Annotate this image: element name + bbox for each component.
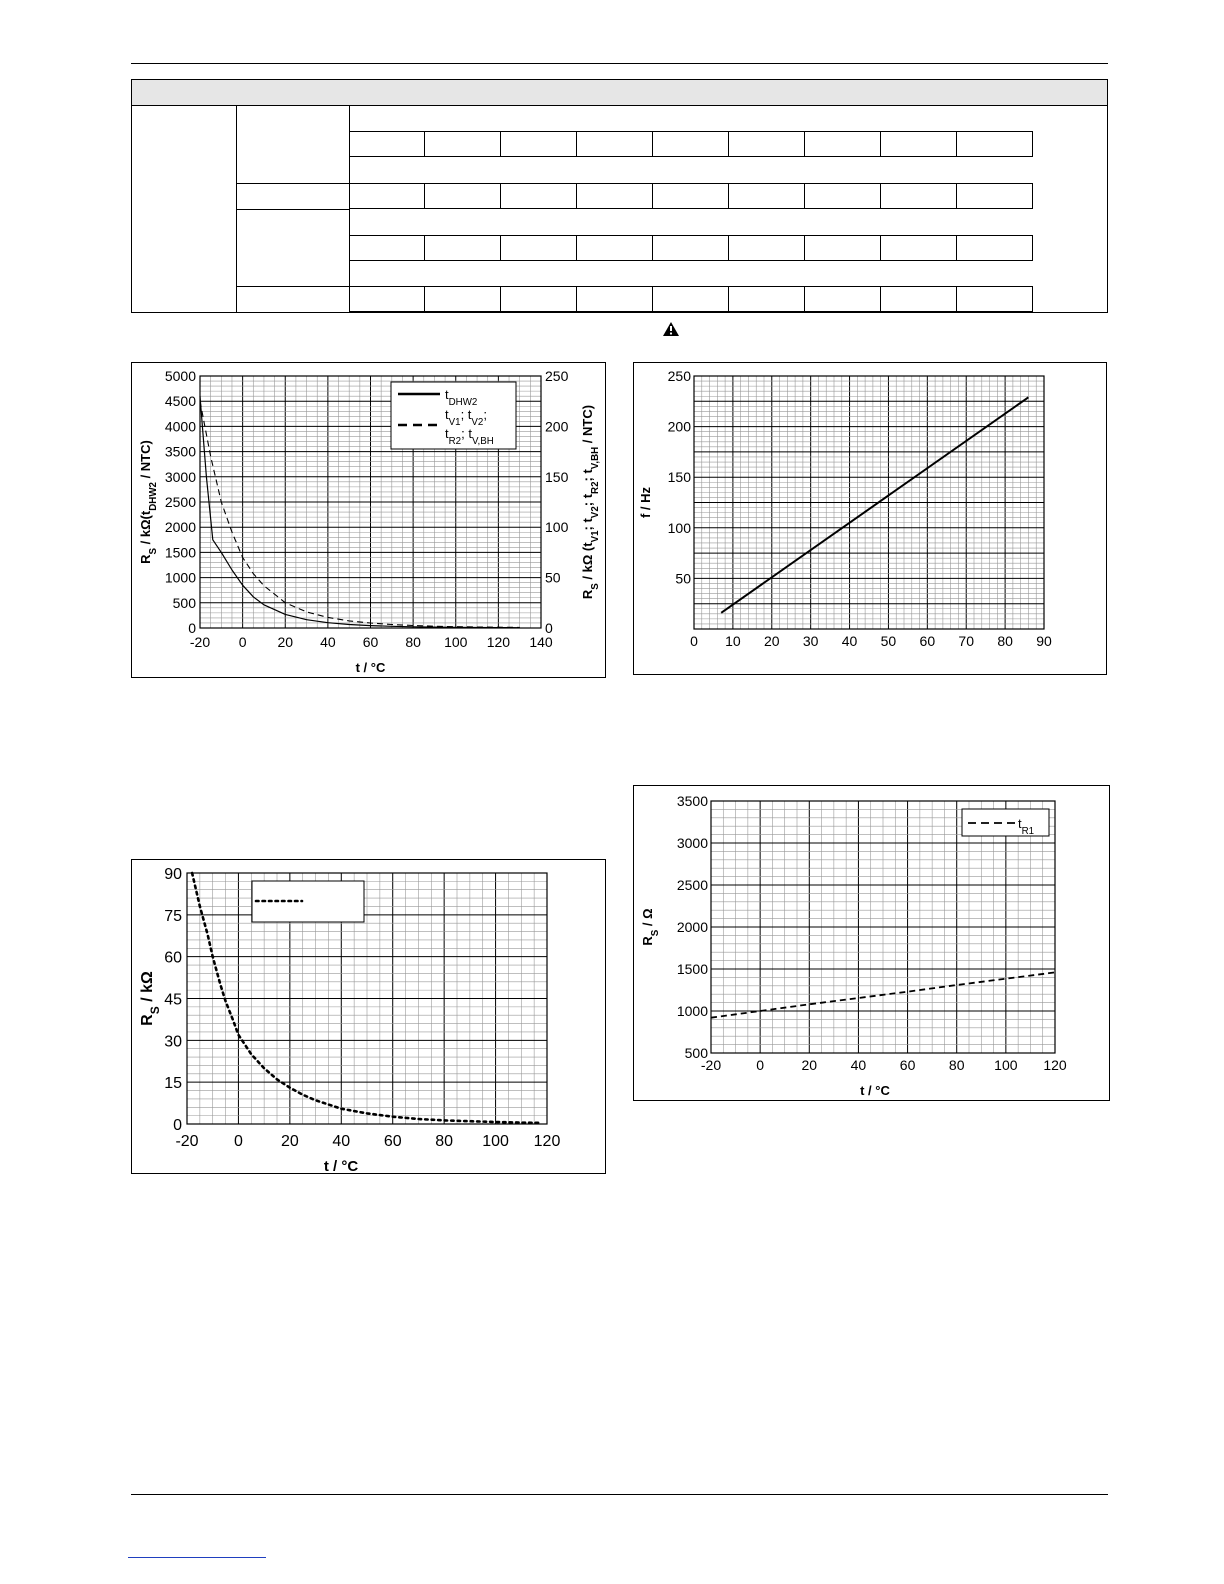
x-tick-label: 100 bbox=[444, 634, 468, 650]
y-tick-label-left: 3000 bbox=[164, 468, 196, 485]
x-tick-label: 70 bbox=[958, 633, 975, 649]
legend-label: $t_{V1}$; $t_{V2}$; bbox=[445, 407, 487, 428]
x-tick-label: -20 bbox=[189, 634, 211, 650]
y-axis-title: f / Hz bbox=[638, 486, 653, 519]
x-tick-label: 20 bbox=[763, 633, 780, 649]
x-axis-title: t / °C bbox=[355, 660, 386, 675]
x-tick-label: 0 bbox=[756, 1057, 765, 1073]
x-tick-label: 0 bbox=[233, 1133, 243, 1150]
x-tick-label: 20 bbox=[280, 1133, 299, 1150]
chart-ntc-resistance-dhw bbox=[131, 362, 606, 678]
chart3-svg bbox=[132, 860, 607, 1175]
y-tick-label-left: 0 bbox=[188, 620, 196, 636]
y-tick-label: 75 bbox=[164, 907, 182, 925]
y-tick-label-left: 3500 bbox=[164, 443, 196, 460]
x-tick-label: 20 bbox=[801, 1057, 818, 1073]
y-tick-label-right: 250 bbox=[545, 368, 569, 384]
y-tick-label: 150 bbox=[667, 469, 691, 486]
x-axis-title: t / °C bbox=[860, 1083, 890, 1098]
x-tick-label: 140 bbox=[529, 634, 553, 650]
y-axis-title-left: $R_S / k\Omega(t_{DHW2} / NTC)$ bbox=[138, 440, 159, 564]
x-tick-label: 120 bbox=[486, 634, 511, 650]
x-tick-label: 0 bbox=[690, 633, 698, 649]
spec-table bbox=[131, 79, 1108, 313]
y-tick-label: 60 bbox=[164, 949, 182, 967]
y-tick-label-right: 200 bbox=[545, 418, 569, 435]
chart2-svg bbox=[634, 363, 1108, 676]
y-tick-label-left: 4000 bbox=[164, 418, 196, 435]
x-tick-label: 60 bbox=[899, 1057, 916, 1073]
y-tick-label-left: 1500 bbox=[164, 544, 196, 561]
y-tick-label-left: 500 bbox=[172, 594, 196, 611]
x-tick-label: 40 bbox=[850, 1057, 867, 1073]
legend-label: $t_{R2}$; $t_{V,BH}$ bbox=[445, 426, 494, 447]
x-tick-label: 10 bbox=[725, 633, 741, 649]
x-tick-label: 100 bbox=[994, 1057, 1018, 1073]
table-row bbox=[349, 183, 1033, 209]
y-axis-title: $R_S$ / Ω bbox=[640, 908, 661, 946]
legend-label: $t_{R1}$ bbox=[1018, 816, 1035, 837]
y-tick-label: 3500 bbox=[676, 793, 708, 809]
x-tick-label: 40 bbox=[320, 634, 336, 650]
footer-link-underline bbox=[128, 1557, 266, 1558]
y-tick-label-right: 100 bbox=[545, 519, 569, 536]
y-tick-label: 2000 bbox=[676, 919, 708, 935]
x-tick-label: 60 bbox=[383, 1133, 402, 1150]
warning-triangle-icon bbox=[662, 321, 680, 337]
table-divider bbox=[236, 286, 349, 287]
x-tick-label: 80 bbox=[948, 1057, 965, 1073]
table-row bbox=[349, 235, 1033, 261]
chart-pt-resistance-tr1 bbox=[633, 785, 1110, 1101]
table-row bbox=[349, 286, 1033, 312]
table-divider bbox=[236, 183, 349, 184]
y-tick-label-left: 2000 bbox=[164, 519, 196, 536]
x-tick-label: 120 bbox=[533, 1133, 561, 1150]
y-axis-title: $R_S$ / kΩ bbox=[139, 971, 162, 1026]
series-line-frequency bbox=[721, 397, 1028, 613]
y-tick-label-left: 1000 bbox=[164, 569, 196, 586]
chart-ntc-resistance-dotted bbox=[131, 859, 606, 1174]
x-tick-label: 60 bbox=[362, 634, 379, 650]
x-tick-label: 30 bbox=[802, 633, 819, 649]
y-tick-label: 2500 bbox=[676, 877, 708, 893]
y-tick-label-left: 4500 bbox=[164, 393, 196, 410]
y-tick-label: 200 bbox=[667, 418, 691, 435]
y-tick-label: 90 bbox=[164, 866, 182, 883]
x-tick-label: -20 bbox=[700, 1057, 722, 1073]
x-tick-label: -20 bbox=[175, 1133, 199, 1150]
y-tick-label: 15 bbox=[164, 1075, 182, 1093]
legend-label: $t_{DHW2}$ bbox=[445, 387, 478, 408]
x-tick-label: 60 bbox=[919, 633, 936, 649]
y-tick-label-left: 2500 bbox=[164, 494, 196, 510]
y-tick-label: 500 bbox=[684, 1045, 708, 1061]
y-tick-label: 3000 bbox=[676, 835, 708, 851]
y-tick-label: 30 bbox=[164, 1033, 182, 1051]
x-tick-label: 80 bbox=[435, 1133, 454, 1150]
x-tick-label: 40 bbox=[332, 1133, 351, 1150]
x-tick-label: 90 bbox=[1036, 633, 1052, 649]
y-tick-label: 1000 bbox=[676, 1003, 708, 1019]
chart-frequency bbox=[633, 362, 1107, 675]
x-tick-label: 20 bbox=[277, 634, 294, 650]
y-tick-label: 250 bbox=[667, 368, 691, 384]
chart4-svg bbox=[634, 786, 1111, 1102]
table-divider bbox=[236, 209, 349, 210]
y-tick-label: 50 bbox=[675, 570, 691, 587]
x-tick-label: 0 bbox=[238, 634, 247, 650]
chart1-svg bbox=[132, 363, 607, 679]
table-header-row bbox=[132, 80, 1107, 106]
y-tick-label: 45 bbox=[164, 991, 182, 1009]
y-tick-label: 100 bbox=[667, 519, 691, 536]
x-tick-label: 80 bbox=[997, 633, 1013, 649]
x-tick-label: 50 bbox=[880, 633, 897, 649]
x-tick-label: 120 bbox=[1043, 1057, 1067, 1073]
x-tick-label: 40 bbox=[841, 633, 858, 649]
y-tick-label: 0 bbox=[173, 1117, 182, 1134]
y-axis-title-right: $R_S$ / kΩ ($t_{V1}$; $t_{V2}$; $t_{R2}$; $t_{V,BH} / NTC$) bbox=[580, 404, 601, 600]
y-tick-label: 1500 bbox=[676, 961, 708, 977]
footer-rule bbox=[131, 1494, 1108, 1495]
table-row bbox=[349, 131, 1033, 157]
header-rule bbox=[131, 63, 1108, 64]
x-tick-label: 100 bbox=[482, 1133, 509, 1150]
y-tick-label-right: 150 bbox=[545, 468, 569, 485]
y-tick-label-right: 0 bbox=[545, 620, 553, 636]
x-axis-title: t / °C bbox=[323, 1158, 359, 1175]
x-tick-label: 80 bbox=[405, 634, 421, 650]
y-tick-label-left: 5000 bbox=[164, 368, 196, 384]
y-tick-label-right: 50 bbox=[545, 569, 561, 586]
